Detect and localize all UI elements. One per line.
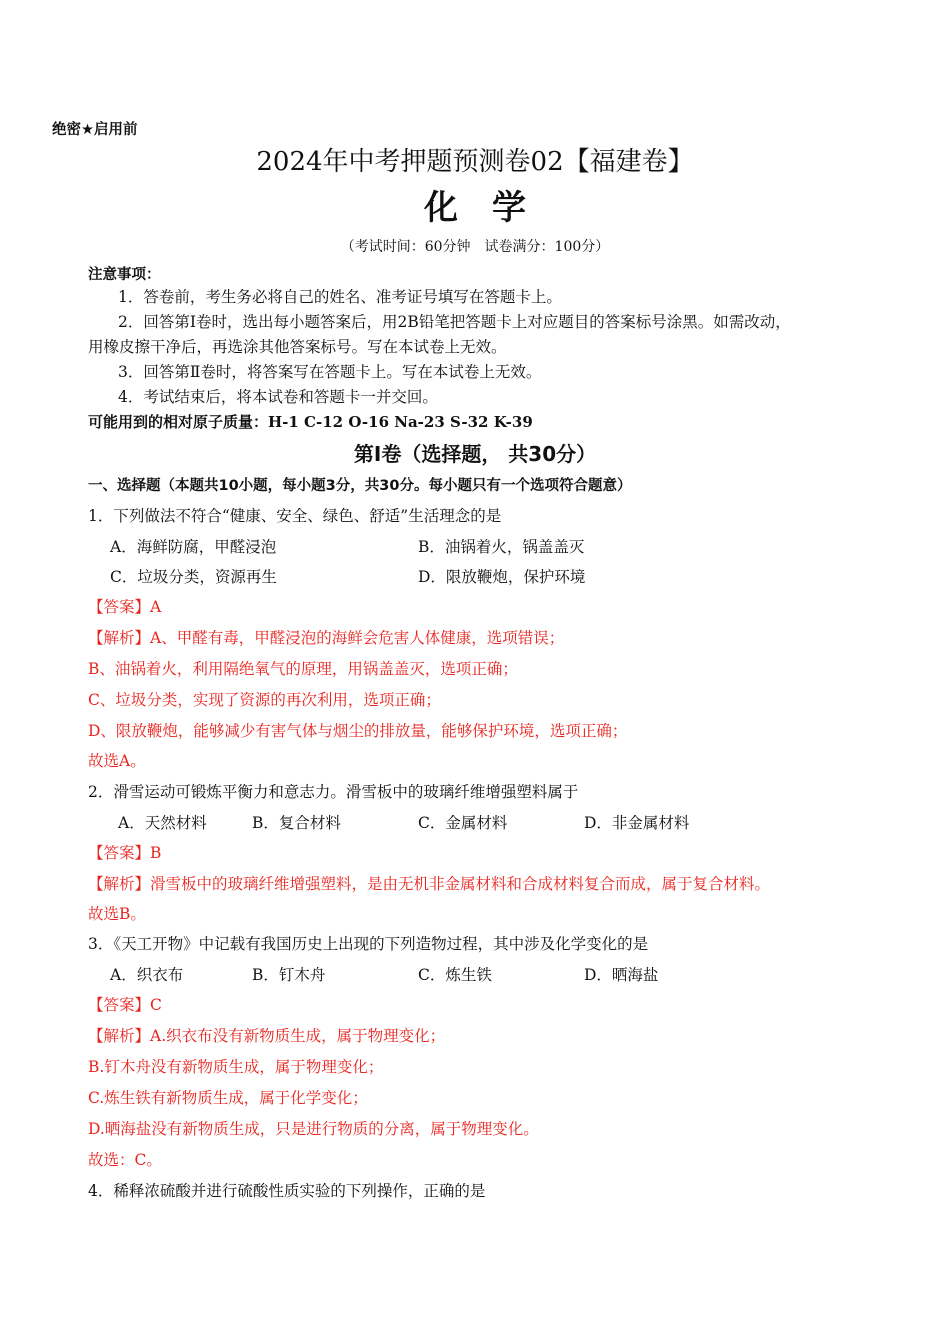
answer-label: 【答案】C xyxy=(88,996,162,1014)
question-stem: 2．滑雪运动可锻炼平衡力和意志力。滑雪板中的玻璃纤维增强塑料属于 xyxy=(88,783,579,801)
option-b: B．复合材料 xyxy=(252,814,341,832)
analysis-line: 【解析】滑雪板中的玻璃纤维增强塑料，是由无机非金属材料和合成材料复合而成，属于复合材料。 xyxy=(88,875,771,893)
option-a: A．天然材料 xyxy=(118,814,207,832)
question-stem: 4．稀释浓硫酸并进行硫酸性质实验的下列操作，正确的是 xyxy=(88,1182,486,1200)
subject-title: 化 学 xyxy=(424,188,526,228)
note-item: 1．答卷前，考生务必将自己的姓名、准考证号填写在答题卡上。 xyxy=(118,288,562,306)
exam-title: 2024年中考押题预测卷02【福建卷】 xyxy=(256,147,694,177)
option-c: C．金属材料 xyxy=(418,814,508,832)
question-stem: 3．《天工开物》中记载有我国历史上出现的下列造物过程，其中涉及化学变化的是 xyxy=(88,935,649,953)
answer-label: 【答案】B xyxy=(88,844,162,862)
choice-conclusion: 故选A。 xyxy=(88,752,146,770)
exam-info: （考试时间：60分钟 试卷满分：100分） xyxy=(340,239,610,255)
analysis-line: 【解析】A、甲醛有毒，甲醛浸泡的海鲜会危害人体健康，选项错误； xyxy=(88,629,565,647)
secret-label: 绝密★启用前 xyxy=(52,122,138,138)
answer-label: 【答案】A xyxy=(88,598,162,616)
option-d: D．晒海盐 xyxy=(584,966,659,984)
analysis-line: B.钉木舟没有新物质生成，属于物理变化； xyxy=(88,1058,384,1076)
option-b: B．油锅着火，锅盖盖灭 xyxy=(418,538,585,556)
analysis-line: D、限放鞭炮，能够减少有害气体与烟尘的排放量，能够保护环境，选项正确； xyxy=(88,722,628,740)
option-c: C．垃圾分类，资源再生 xyxy=(110,568,277,586)
note-item: 4．考试结束后，将本试卷和答题卡一并交回。 xyxy=(118,388,438,406)
analysis-line: C、垃圾分类，实现了资源的再次利用，选项正确； xyxy=(88,691,441,709)
atomic-mass: 可能用到的相对原子质量：H-1 C-12 O-16 Na-23 S-32 K-39 xyxy=(88,413,533,431)
option-a: A．织衣布 xyxy=(110,966,184,984)
analysis-line: B、油锅着火，利用隔绝氧气的原理，用锅盖盖灭，选项正确； xyxy=(88,660,518,678)
section-title: 第Ⅰ卷（选择题， 共30分） xyxy=(353,442,597,466)
question-stem: 1．下列做法不符合“健康、安全、绿色、舒适”生活理念的是 xyxy=(88,507,502,525)
option-b: B．钉木舟 xyxy=(252,966,326,984)
section-instruction: 一、选择题（本题共10小题，每小题3分，共30分。每小题只有一个选项符合题意） xyxy=(88,478,632,494)
option-d: D．非金属材料 xyxy=(584,814,690,832)
analysis-line: D.晒海盐没有新物质生成，只是进行物质的分离，属于物理变化。 xyxy=(88,1120,539,1138)
analysis-line: C.炼生铁有新物质生成，属于化学变化； xyxy=(88,1089,368,1107)
option-a: A．海鲜防腐，甲醛浸泡 xyxy=(110,538,277,556)
analysis-line: 【解析】A.织衣布没有新物质生成，属于物理变化； xyxy=(88,1027,446,1045)
note-item: 2．回答第Ⅰ卷时，选出每小题答案后，用2B铅笔把答题卡上对应题目的答案标号涂黑。如需改动， xyxy=(118,313,791,331)
note-item: 用橡皮擦干净后，再选涂其他答案标号。写在本试卷上无效。 xyxy=(88,338,507,356)
note-item: 3．回答第Ⅱ卷时，将答案写在答题卡上。写在本试卷上无效。 xyxy=(118,363,542,381)
choice-conclusion: 故选：C。 xyxy=(88,1151,162,1169)
choice-conclusion: 故选B。 xyxy=(88,905,146,923)
option-d: D．限放鞭炮，保护环境 xyxy=(418,568,586,586)
notes-heading: 注意事项： xyxy=(88,267,161,283)
option-c: C．炼生铁 xyxy=(418,966,492,984)
